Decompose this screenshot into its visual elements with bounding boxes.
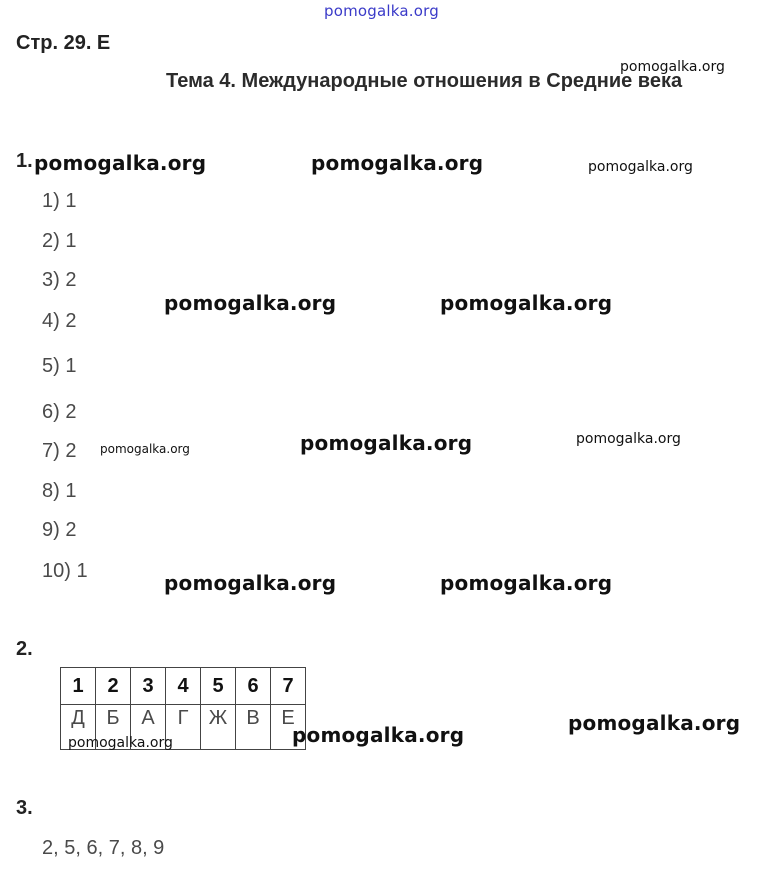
- task-2-number: 2.: [16, 638, 33, 660]
- table-cell: Б: [96, 705, 131, 750]
- table-cell: А: [131, 705, 166, 750]
- table-header-row: [61, 668, 306, 705]
- task-1-number: 1.: [16, 150, 33, 172]
- task-1-answer: 2) 1: [42, 230, 77, 252]
- task-3-number: 3.: [16, 797, 33, 819]
- page-title: Стр. 29. Е: [16, 32, 111, 54]
- watermark: pomogalka.org: [164, 571, 337, 595]
- table-cell: Ж: [201, 705, 236, 750]
- task-1-answer: 6) 2: [42, 401, 77, 423]
- watermark: pomogalka.org: [68, 735, 173, 751]
- table-cell: Д: [61, 705, 96, 750]
- watermark: pomogalka.org: [440, 571, 613, 595]
- topic-title: Тема 4. Международные отношения в Средние века: [166, 70, 683, 92]
- task-1-answer: 9) 2: [42, 519, 77, 541]
- task-1-answer: 10) 1: [42, 560, 88, 582]
- task-1-answer: 8) 1: [42, 480, 77, 502]
- table-header-cell: 7: [271, 668, 306, 705]
- watermark: pomogalka.org: [440, 291, 613, 315]
- watermark: pomogalka.org: [300, 431, 473, 455]
- table-cell: Е: [271, 705, 306, 750]
- table-cell: Г: [166, 705, 201, 750]
- watermark: pomogalka.org: [576, 431, 681, 447]
- watermark: pomogalka.org: [311, 151, 484, 175]
- task-1-answer: 7) 2: [42, 440, 77, 462]
- table-header-cell: 3: [131, 668, 166, 705]
- task-1-answer: 1) 1: [42, 190, 77, 212]
- watermark: pomogalka.org: [292, 723, 465, 747]
- table-header-cell: 1: [61, 668, 96, 705]
- watermark: pomogalka.org: [34, 151, 207, 175]
- task-1-answer: 4) 2: [42, 310, 77, 332]
- task-3-answer: 2, 5, 6, 7, 8, 9: [42, 837, 165, 859]
- watermark: pomogalka.org: [588, 159, 693, 175]
- table-cell: В: [236, 705, 271, 750]
- watermark: pomogalka.org: [620, 59, 725, 75]
- watermark: pomogalka.org: [164, 291, 337, 315]
- table-header-cell: 5: [201, 668, 236, 705]
- site-header-watermark: pomogalka.org: [324, 2, 439, 20]
- watermark: pomogalka.org: [100, 442, 190, 456]
- task-1-answer: 3) 2: [42, 269, 77, 291]
- table-header-cell: 6: [236, 668, 271, 705]
- watermark: pomogalka.org: [568, 711, 741, 735]
- table-header-cell: 2: [96, 668, 131, 705]
- table-header-cell: 4: [166, 668, 201, 705]
- task-1-answer: 5) 1: [42, 355, 77, 377]
